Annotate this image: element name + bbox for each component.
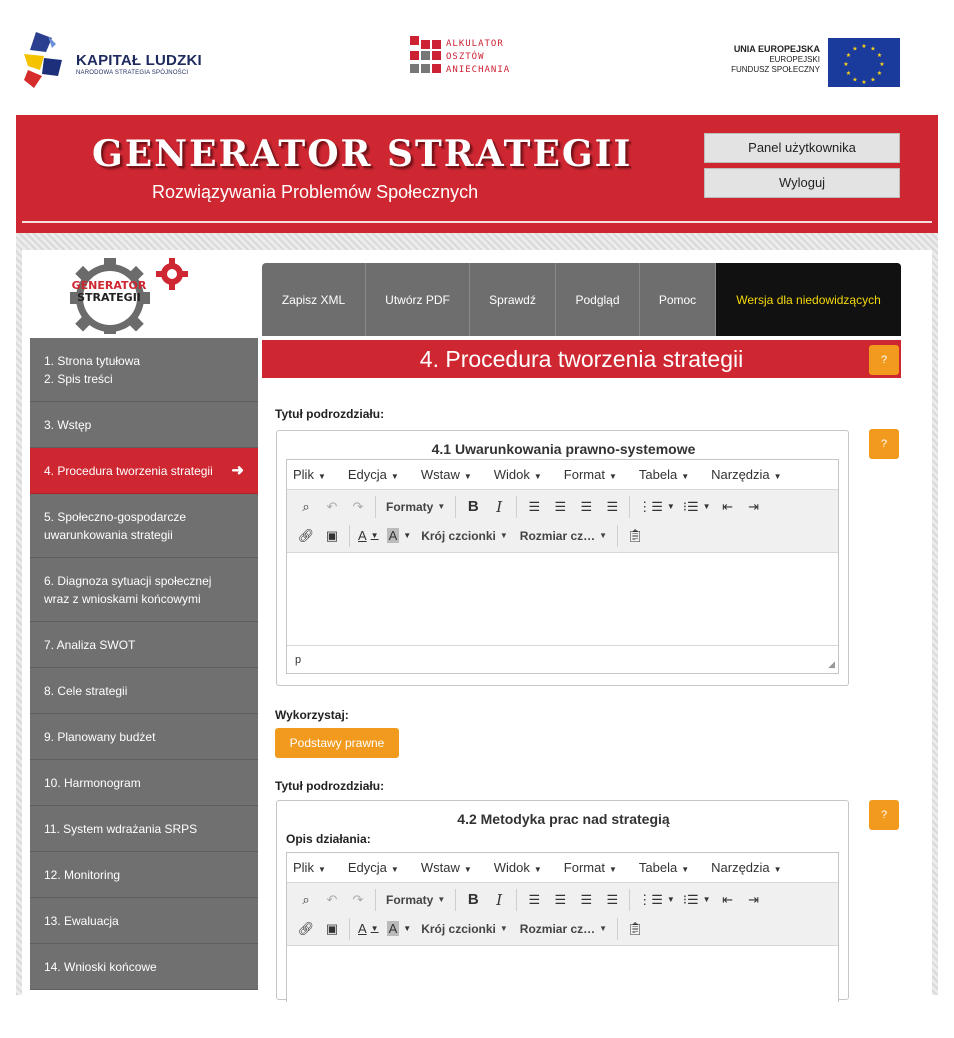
- indent-icon[interactable]: ⇥: [748, 498, 760, 514]
- svg-text:★: ★: [861, 79, 867, 86]
- caret-down-icon: ▼: [390, 472, 399, 481]
- kapital-ludzki-title: KAPITAŁ LUDZKI: [76, 52, 202, 69]
- use-label: Wykorzystaj:: [275, 708, 349, 722]
- menu-file[interactable]: [293, 860, 326, 875]
- sidebar-item-label: 8. Cele strategii: [44, 683, 128, 698]
- caret-down-icon: ▼: [681, 865, 690, 874]
- toolbar-separator: [516, 889, 517, 911]
- formats-label: Formaty: [386, 892, 434, 907]
- link-icon[interactable]: 🔗︎: [297, 527, 315, 543]
- editor-content-area[interactable]: [287, 553, 838, 645]
- background-color-button[interactable]: [383, 918, 416, 940]
- rich-text-editor-1: [286, 459, 839, 674]
- svg-text:★: ★: [845, 52, 852, 59]
- sidebar-item-conclusions[interactable]: [30, 944, 258, 990]
- kalkulator-grid-icon: [408, 34, 444, 86]
- menu-label: Format: [563, 860, 605, 875]
- sidebar-item-label: 13. Ewaluacja: [44, 913, 119, 928]
- description-label: Opis działania:: [286, 832, 371, 846]
- eu-logo: [718, 38, 900, 90]
- element-path: p: [295, 653, 302, 666]
- sidebar-item-budget[interactable]: [30, 714, 258, 760]
- eu-flag-icon: [828, 38, 900, 87]
- logout-button[interactable]: Wyloguj: [704, 168, 900, 198]
- legal-basis-button[interactable]: Podstawy prawne: [275, 728, 399, 758]
- sidebar-item-goals[interactable]: [30, 668, 258, 714]
- sidebar-item-label: 7. Analiza SWOT: [44, 637, 136, 652]
- align-center-icon[interactable]: ☰: [554, 891, 567, 907]
- font-family-dropdown[interactable]: [415, 525, 514, 547]
- caret-down-icon: ▼: [403, 924, 412, 933]
- menu-label: Narzędzia: [711, 467, 770, 482]
- svg-text:★: ★: [876, 70, 883, 77]
- caret-down-icon: ▼: [437, 502, 446, 511]
- caret-down-icon: ▼: [370, 924, 379, 933]
- subsection-1-label: Tytuł podrozdziału:: [275, 407, 385, 421]
- caret-down-icon: ▼: [317, 472, 326, 481]
- formats-dropdown[interactable]: [380, 496, 451, 518]
- kalkulator-line-1: ALKULATOR: [446, 39, 504, 49]
- svg-text:★: ★: [876, 52, 883, 59]
- svg-text:★: ★: [870, 45, 876, 53]
- find-replace-icon[interactable]: ⌕: [302, 498, 310, 514]
- toolbar-separator: [629, 889, 630, 911]
- toolbar-separator: [375, 889, 376, 911]
- caret-down-icon: ▼: [533, 472, 542, 481]
- sidebar-item-label: 5. Społeczno-gospodarcze uwarunkowania strategii: [44, 509, 187, 542]
- section-help-button[interactable]: ?: [869, 345, 899, 375]
- bold-button[interactable]: B: [467, 891, 479, 908]
- eu-line-3: FUNDUSZ SPOŁECZNY: [731, 65, 820, 74]
- app-subtitle: Rozwiązywania Problemów Społecznych: [152, 182, 479, 202]
- editor-statusbar: [287, 645, 838, 673]
- sidebar-item-monitoring[interactable]: [30, 852, 258, 898]
- caret-down-icon: ▼: [403, 531, 412, 540]
- kalkulator-logo: [408, 34, 548, 86]
- kalkulator-line-2: OSZTÓW: [446, 52, 485, 62]
- sidebar-item-label: 12. Monitoring: [44, 867, 121, 882]
- menu-table[interactable]: [639, 860, 689, 875]
- toolbar-separator: [375, 496, 376, 518]
- menu-tools[interactable]: [711, 467, 781, 482]
- menu-label: Widok: [493, 467, 530, 482]
- align-justify-icon[interactable]: ☰: [606, 891, 619, 907]
- italic-button[interactable]: I: [496, 497, 503, 516]
- numbered-list-icon[interactable]: ⁝☰ ▼: [682, 891, 711, 907]
- font-family-label: Krój czcionki: [421, 921, 496, 936]
- editor-toolbar: [287, 490, 838, 553]
- kapital-ludzki-logo: [22, 30, 222, 90]
- sidebar-item-procedure[interactable]: [30, 448, 258, 494]
- text-color-button[interactable]: [354, 525, 383, 547]
- svg-text:★: ★: [852, 76, 858, 84]
- background-color-label: A: [388, 528, 398, 543]
- user-panel-button[interactable]: Panel użytkownika: [704, 133, 900, 163]
- sidebar-item-label: 11. System wdrażania SRPS: [44, 821, 198, 836]
- text-color-label: A: [358, 528, 367, 543]
- toolbar-separator: [455, 889, 456, 911]
- text-color-button[interactable]: [354, 918, 383, 940]
- caret-down-icon: ▼: [702, 895, 711, 904]
- font-family-dropdown[interactable]: [415, 918, 514, 940]
- header-banner: [16, 115, 938, 233]
- resize-grip-icon[interactable]: ◢: [828, 659, 835, 669]
- paste-icon[interactable]: 📋︎: [626, 527, 644, 543]
- caret-down-icon: ▼: [499, 531, 508, 540]
- sidebar-item-label: 14. Wnioski końcowe: [44, 959, 157, 974]
- bold-button[interactable]: B: [467, 498, 479, 515]
- menu-label: Tabela: [638, 467, 678, 482]
- caret-down-icon: ▼: [533, 865, 542, 874]
- tab-check[interactable]: Sprawdź: [470, 263, 556, 336]
- menu-tools[interactable]: [711, 860, 781, 875]
- menu-label: Wstaw: [420, 860, 460, 875]
- redo-icon[interactable]: ↷: [352, 891, 364, 907]
- menu-edit[interactable]: [348, 860, 399, 875]
- caret-down-icon: ▼: [608, 865, 617, 874]
- font-family-label: Krój czcionki: [421, 528, 496, 543]
- menu-label: Plik: [293, 467, 314, 482]
- sidebar-item-implementation[interactable]: [30, 806, 258, 852]
- sidebar-item-label: 3. Wstęp: [44, 417, 92, 432]
- logo-bar: [0, 0, 954, 115]
- image-icon[interactable]: ▣: [325, 527, 339, 543]
- kapital-ludzki-subtitle: NARODOWA STRATEGIA SPÓJNOŚCI: [76, 70, 189, 76]
- font-size-dropdown[interactable]: [514, 525, 613, 547]
- menu-label: Format: [563, 467, 605, 482]
- subsection-1-title: 4.1 Uwarunkowania prawno-systemowe: [431, 441, 696, 457]
- sidebar-item-label: 10. Harmonogram: [44, 775, 141, 790]
- menu-view[interactable]: [494, 860, 542, 875]
- menu-file[interactable]: [293, 467, 326, 482]
- svg-text:★: ★: [843, 61, 849, 68]
- svg-text:★: ★: [852, 45, 858, 53]
- editor-toolbar: [287, 883, 838, 946]
- menu-format[interactable]: [564, 860, 617, 875]
- toolbar-separator: [455, 496, 456, 518]
- bullet-list-icon[interactable]: ⋮☰ ▼: [638, 891, 675, 907]
- tab-preview[interactable]: Podgląd: [556, 263, 640, 336]
- menu-label: Edycja: [347, 860, 387, 875]
- align-justify-icon[interactable]: ☰: [606, 498, 619, 514]
- menu-view[interactable]: [494, 467, 542, 482]
- arrow-right-icon: ➜: [231, 461, 244, 479]
- caret-down-icon: ▼: [463, 472, 472, 481]
- sidebar-item-label: 9. Planowany budżet: [44, 729, 156, 744]
- background-color-button[interactable]: [383, 525, 416, 547]
- sidebar-item-label: 1. Strona tytułowa 2. Spis treści: [44, 353, 141, 386]
- menu-label: Edycja: [347, 467, 387, 482]
- caret-down-icon: ▼: [370, 531, 379, 540]
- tab-help[interactable]: Pomoc: [640, 263, 716, 336]
- generator-logo-text: [66, 280, 152, 304]
- sidebar-item-diagnosis[interactable]: [30, 558, 258, 622]
- sidebar-item-introduction[interactable]: [30, 402, 258, 448]
- align-right-icon[interactable]: ☰: [580, 498, 593, 514]
- menu-label: Wstaw: [420, 467, 460, 482]
- toolbar-separator: [349, 525, 350, 547]
- sidebar-nav: [30, 338, 258, 990]
- formats-dropdown[interactable]: [380, 889, 451, 911]
- svg-text:★: ★: [861, 43, 867, 50]
- caret-down-icon: ▼: [666, 895, 675, 904]
- eu-text: [731, 44, 820, 75]
- font-size-dropdown[interactable]: [514, 918, 613, 940]
- caret-down-icon: ▼: [599, 924, 608, 933]
- menu-label: Widok: [493, 860, 530, 875]
- sidebar-item-schedule[interactable]: [30, 760, 258, 806]
- eu-line-2: EUROPEJSKI: [769, 55, 820, 64]
- redo-icon[interactable]: ↷: [352, 498, 364, 514]
- sidebar-item-evaluation[interactable]: [30, 898, 258, 944]
- caret-down-icon: ▼: [599, 531, 608, 540]
- sidebar-item-label: 6. Diagnoza sytuacji społecznej wraz z wnioskami końcowymi: [44, 573, 212, 606]
- indent-icon[interactable]: ⇥: [748, 891, 760, 907]
- kapital-ludzki-star-icon: [22, 30, 70, 90]
- menu-table[interactable]: [639, 467, 689, 482]
- toolbar-separator: [349, 918, 350, 940]
- sidebar-item-socio-economic[interactable]: [30, 494, 258, 558]
- banner-divider: [22, 221, 932, 223]
- caret-down-icon: ▼: [773, 865, 782, 874]
- kalkulator-line-3: ANIECHANIA: [446, 65, 511, 75]
- caret-down-icon: ▼: [499, 924, 508, 933]
- formats-label: Formaty: [386, 499, 434, 514]
- generator-strategii-logo: [58, 258, 198, 334]
- menu-insert[interactable]: [421, 467, 472, 482]
- tab-low-vision[interactable]: Wersja dla niedowidzących: [716, 263, 901, 336]
- find-replace-icon[interactable]: ⌕: [302, 891, 310, 907]
- numbered-list-icon[interactable]: ⁝☰ ▼: [682, 498, 711, 514]
- svg-text:★: ★: [870, 76, 876, 84]
- caret-down-icon: ▼: [608, 472, 617, 481]
- menu-label: Narzędzia: [711, 860, 770, 875]
- subsection-2-help-button[interactable]: ?: [869, 800, 899, 830]
- generator-logo-line-1: GENERATOR: [71, 279, 147, 292]
- tab-save-xml[interactable]: Zapisz XML: [262, 263, 366, 336]
- caret-down-icon: ▼: [666, 502, 675, 511]
- align-center-icon[interactable]: ☰: [554, 498, 567, 514]
- link-icon[interactable]: 🔗︎: [297, 920, 315, 936]
- caret-down-icon: ▼: [437, 895, 446, 904]
- bullet-list-icon[interactable]: ⋮☰ ▼: [638, 498, 675, 514]
- caret-down-icon: ▼: [773, 472, 782, 481]
- svg-text:★: ★: [845, 70, 852, 77]
- menu-label: Plik: [293, 860, 314, 875]
- italic-button[interactable]: I: [496, 890, 503, 909]
- svg-text:★: ★: [879, 61, 885, 68]
- image-icon[interactable]: ▣: [325, 920, 339, 936]
- generator-logo-line-2: STRATEGII: [77, 291, 141, 304]
- caret-down-icon: ▼: [463, 865, 472, 874]
- editor-menubar: [287, 460, 838, 490]
- outdent-icon[interactable]: ⇤: [722, 891, 734, 907]
- align-right-icon[interactable]: ☰: [580, 891, 593, 907]
- sidebar-item-title-toc[interactable]: [30, 338, 258, 402]
- subsection-1-help-button[interactable]: ?: [869, 429, 899, 459]
- toolbar-separator: [516, 496, 517, 518]
- action-tabs: [262, 263, 901, 336]
- caret-down-icon: ▼: [317, 865, 326, 874]
- undo-icon[interactable]: ↶: [326, 891, 338, 907]
- editor-menubar: [287, 853, 838, 883]
- kalkulator-text: [446, 38, 510, 77]
- paste-icon[interactable]: 📋︎: [626, 920, 644, 936]
- sidebar-item-swot[interactable]: [30, 622, 258, 668]
- font-size-label: Rozmiar cz…: [519, 528, 596, 543]
- caret-down-icon: ▼: [390, 865, 399, 874]
- rich-text-editor-2: [286, 852, 839, 1002]
- align-left-icon[interactable]: ☰: [528, 891, 541, 907]
- toolbar-separator: [617, 525, 618, 547]
- page-title: 4. Procedura tworzenia strategii: [262, 340, 901, 378]
- caret-down-icon: ▼: [681, 472, 690, 481]
- toolbar-separator: [629, 496, 630, 518]
- subsection-2-label: Tytuł podrozdziału:: [275, 779, 385, 793]
- toolbar-separator: [617, 918, 618, 940]
- sidebar-item-label: 4. Procedura tworzenia strategii: [44, 463, 213, 478]
- font-size-label: Rozmiar cz…: [519, 921, 596, 936]
- caret-down-icon: ▼: [702, 502, 711, 511]
- app-title: GENERATOR STRATEGII: [92, 133, 633, 175]
- menu-label: Tabela: [638, 860, 678, 875]
- text-color-label: A: [358, 921, 367, 936]
- menu-edit[interactable]: [348, 467, 399, 482]
- outdent-icon[interactable]: ⇤: [722, 498, 734, 514]
- background-color-label: A: [388, 921, 398, 936]
- undo-icon[interactable]: ↶: [326, 498, 338, 514]
- tab-create-pdf[interactable]: Utwórz PDF: [366, 263, 470, 336]
- eu-line-1: UNIA EUROPEJSKA: [733, 44, 820, 54]
- align-left-icon[interactable]: ☰: [528, 498, 541, 514]
- menu-insert[interactable]: [421, 860, 472, 875]
- editor-content-area[interactable]: [287, 946, 838, 1038]
- subsection-2-title: 4.2 Metodyka prac nad strategią: [457, 811, 670, 827]
- menu-format[interactable]: [564, 467, 617, 482]
